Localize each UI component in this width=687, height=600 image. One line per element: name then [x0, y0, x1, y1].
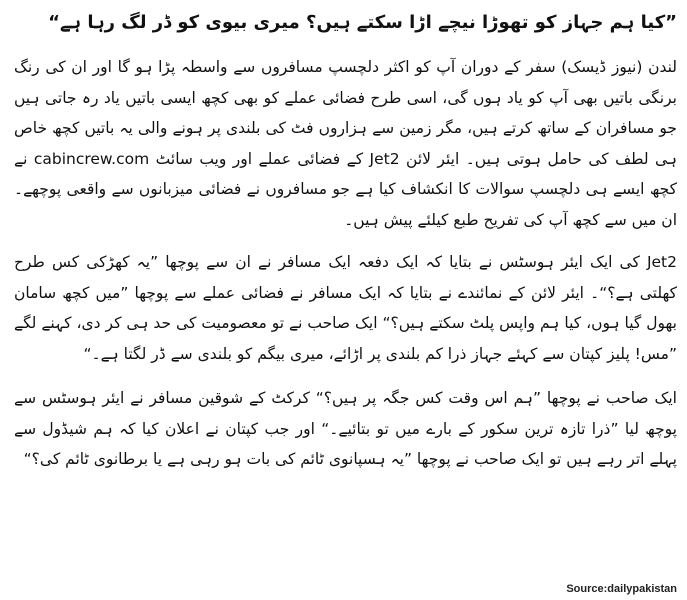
article-paragraph-questions: ایک صاحب نے پوچھا ”ہم اس وقت کس جگہ پر ہیں؟“ کرکٹ کے شوقین مسافر نے ایئر ہوسٹس سے پوچھ لیا ”ذرا تازہ ترین سکور کے بارے میں تو بتائیے۔“ اور جب کپتان نے اعلان کیا کہ ہم شیڈول سے پہلے اتر رہے ہیں تو ایک صاحب نے پوچھا ”یہ ہسپانوی ٹائم کی بات ہو رہی ہے یا برطانوی ٹائم کی؟“: [14, 389, 677, 468]
article-headline: ”کیا ہم جہاز کو تھوڑا نیچے اڑا سکتے ہیں؟ میری بیوی کو ڈر لگ رہا ہے“: [48, 12, 677, 33]
article-paragraph-intro: لندن (نیوز ڈیسک) سفر کے دوران آپ کو اکثر دلچسپ مسافروں سے واسطہ پڑا ہو گا اور ان کی رنگ برنگی باتیں بھی آپ کو یاد ہوں گی، اسی طرح فضائی عملے کو بھی کچھ ایسی باتیں یاد رہ جاتی ہیں جو مسافران کے ساتھ کرتے ہیں، مگر زمین سے ہزاروں فٹ کی بلندی پر ہونے والی یہ باتیں کچھ خاص ہی لطف کی حامل ہوتی ہیں۔ ایئر لائن Jet2 کے فضائی عملے اور ویب سائٹ cabincrew.com نے کچھ ایسے ہی دلچسپ سوالات کا انکشاف کیا ہے جو مسافروں نے فضائی میزبانوں سے واقعی پوچھے۔ ان میں سے کچھ آپ کی تفریح طبع کیلئے پیش ہیں۔: [14, 58, 677, 229]
news-article: [14, 6, 677, 600]
source-credit: Source:dailypakistan: [566, 583, 677, 595]
article-paragraph-jet2: Jet2 کی ایک ایئر ہوسٹس نے بتایا کہ ایک دفعہ ایک مسافر نے ان سے پوچھا ”یہ کھڑکی کس طرح کھلتی ہے؟“۔ ایئر لائن کے نمائندے نے بتایا کہ ایک مسافر نے فضائی عملے سے پوچھا ”میں کچھ سامان بھول گیا ہوں، کیا ہم واپس پلٹ سکتے ہیں؟“ ایک صاحب نے تو معصومیت کی حد ہی کر دی، کہنے لگے ”مس! پلیز کپتان سے کہئے جہاز ذرا کم بلندی پر اڑائے، میری بیگم کو بلندی سے ڈر لگتا ہے۔“: [14, 253, 677, 363]
